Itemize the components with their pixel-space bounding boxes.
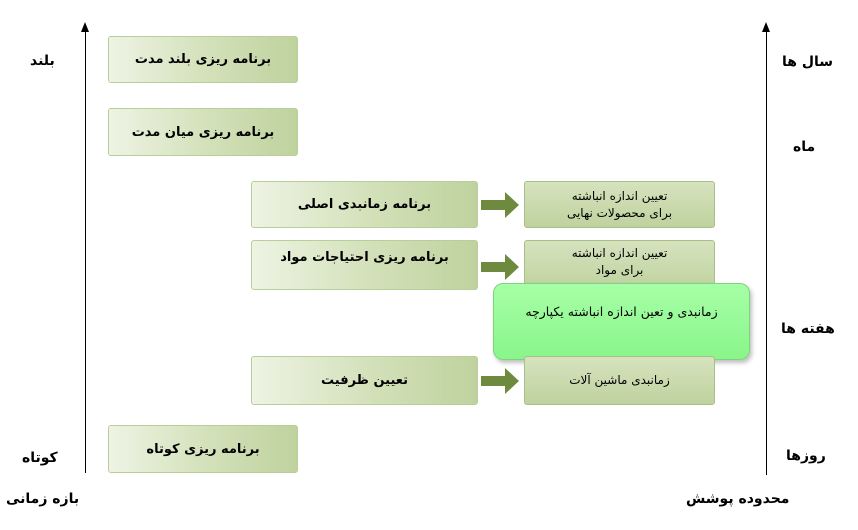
mid-term-planning-box: برنامه ریزی میان مدت bbox=[108, 108, 298, 156]
short-term-planning-box: برنامه ریزی کوتاه bbox=[108, 425, 298, 473]
time-span-axis-arrowhead bbox=[81, 22, 89, 32]
time-span-short-label: کوتاه bbox=[22, 450, 58, 466]
time-span-axis-line bbox=[85, 30, 86, 473]
coverage-axis-title: محدوده پوشش bbox=[686, 491, 790, 507]
coverage-axis-line bbox=[766, 30, 767, 475]
coverage-weeks-label: هفته ها bbox=[781, 321, 835, 337]
final-products-lot-sizing-line1: تعیین اندازه انباشته bbox=[571, 188, 668, 203]
time-span-axis-title: بازه زمانی bbox=[6, 491, 80, 507]
material-requirements-box: برنامه ریزی احتیاجات مواد bbox=[251, 240, 478, 290]
material-requirements-arrow bbox=[481, 254, 521, 280]
long-term-planning-box: برنامه ریزی بلند مدت bbox=[108, 36, 298, 83]
capacity-determination-box: تعیین ظرفیت bbox=[251, 356, 478, 405]
materials-lot-sizing-line1: تعیین اندازه انباشته bbox=[571, 246, 668, 260]
coverage-axis-arrowhead bbox=[762, 22, 770, 32]
master-schedule-box: برنامه زمانبدی اصلی bbox=[251, 181, 478, 228]
coverage-days-label: روزها bbox=[786, 448, 826, 464]
coverage-months-label: ماه bbox=[793, 139, 816, 155]
coverage-years-label: سال ها bbox=[782, 54, 834, 70]
materials-lot-sizing-line2: برای مواد bbox=[595, 263, 644, 277]
final-products-lot-sizing-box bbox=[524, 181, 715, 228]
time-span-long-label: بلند bbox=[30, 53, 55, 69]
master-schedule-arrow bbox=[481, 192, 521, 218]
capacity-arrow bbox=[481, 368, 521, 394]
final-products-lot-sizing-line2: برای محصولات نهایی bbox=[566, 205, 673, 220]
machine-scheduling-box: زمانبدی ماشین آلات bbox=[524, 356, 715, 405]
integrated-scheduling-lot-sizing-box: زمانبدی و تعین اندازه انباشته یکپارچه bbox=[493, 283, 750, 360]
